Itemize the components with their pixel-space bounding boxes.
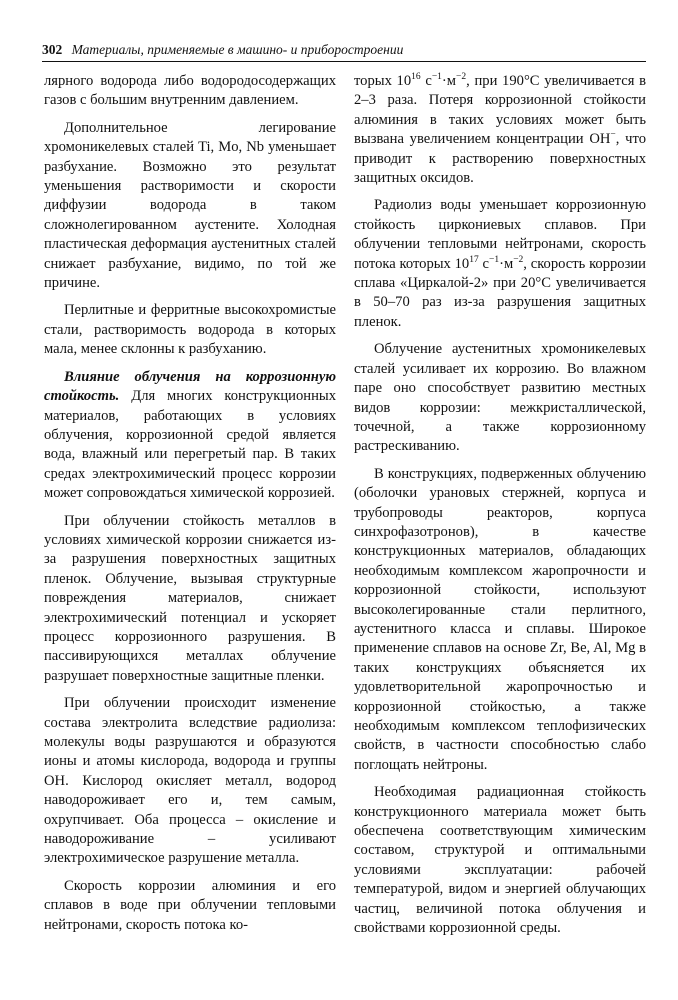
text-run: Радиолиз воды уменьшает коррозионную стойкость циркониевых сплавов. При облучении тепловыми нейтронами, скорость потока которых 10 (354, 197, 646, 272)
text-run: с (420, 73, 432, 89)
paragraph-continuation: лярного водорода либо водородосодержащих газов с большим внутренним давлением. (44, 73, 336, 109)
paragraph-flux-continuation (354, 72, 646, 188)
page-number: 302 (42, 42, 63, 57)
text-run: ·м (441, 73, 457, 89)
right-column (354, 72, 646, 946)
paragraph-alloying: Дополнительное легирование хромоникелевых сталей Ti, Mo, Nb уменьшает разбухание. Возможно это результат уменьшения растворимости и скорости диффузии водорода в таком сложнолегированном аустените. Холодная пластическая деформация аустенитных сталей снижает разбухание, видимо, по той же причине. (44, 119, 336, 292)
paragraph-irradiation-corrosion (44, 368, 336, 504)
running-title: Материалы, применяемые в машино- и приборостроении (71, 42, 404, 57)
paragraph-austenitic-steels: Облучение аустенитных хромоникелевых сталей усиливает их коррозию. Во влажном паре оно способствует развитию местных видов коррозии: межкристаллической, точечной, а также коррозионному растрескиванию. (354, 341, 646, 455)
text-run: торых 10 (354, 73, 412, 89)
superscript: −2 (456, 72, 467, 82)
text-run: , что приводит к растворению поверхностных защитных оксидов. (354, 131, 646, 187)
text-run: ·м (499, 255, 514, 272)
text-run: , скорость коррозии сплава «Циркалой-2» при 20°C увеличивается в 50–70 раз из-за разрушения защитных пленок. (354, 255, 646, 330)
section-heading-text: Для многих конструкционных материалов, работающих в условиях облучения, коррозионной средой является вода, влажный или перегретый пар. В таких средах электрохимический процесс коррозии может сопровождаться химической коррозией. (44, 388, 336, 502)
superscript: −1 (431, 72, 442, 82)
text-run: , при 190°C увеличивается в 2–3 раза. Потеря коррозионной стойкости алюминия в таких условиях может быть вызвана увеличением концентрации OH (354, 73, 646, 148)
paragraph-radiation-resistance: Необходимая радиационная стойкость конструкционного материала может быть обеспечена соответствующим химическим составом, структурой и оптимальными условиями эксплуатации: рабочей температурой, видом и энергией облучающих частиц, величиной потока облучения и свойствами коррозионной среды. (354, 784, 646, 937)
text-run: с (478, 255, 489, 272)
superscript: 16 (411, 72, 421, 82)
superscript: − (610, 130, 616, 141)
left-column (44, 72, 336, 943)
superscript: 17 (469, 254, 479, 265)
section-heading: Влияние облучения на коррозионную стойкость. (44, 368, 336, 405)
paragraph-pearlitic-steels: Перлитные и ферритные высокохромистые стали, растворимость водорода в которых мала, менее склонны к разбуханию. (44, 302, 336, 358)
running-header (42, 42, 646, 62)
superscript: −2 (513, 254, 524, 265)
paragraph-aluminium-corrosion: Скорость коррозии алюминия и его сплавов в воде при облучении тепловыми нейтронами, скорость потока ко- (44, 877, 336, 933)
paragraph-radiolysis: При облучении происходит изменение состава электролита вследствие радиолиза: молекулы воды разрушаются и образуются ионы и атомы кислорода, водорода и группы OH. Кислород окисляет металл, водород наводороживает его и, тем самым, охрупчивает. Оба процесса – окисление и наводороживание – усиливают электрохимическое разрушение металла. (44, 695, 336, 867)
paragraph-chemical-corrosion: При облучении стойкость металлов в условиях химической коррозии снижается из-за разрушения поверхностных защитных пленок. Облучение, вызывая структурные повреждения материалов, снижает электрохимический потенциал и ускоряет процесс коррозионного разрушения. В пассивирующихся металлах облучение разрушает поверхностные защитные пленки. (44, 512, 336, 684)
paragraph-structural-materials: В конструкциях, подверженных облучению (оболочки урановых стержней, корпуса и трубопроводы реакторов, корпуса синхрофазотронов), в качестве конструкционных материалов, обладающих необходимым комплексом жаропрочности и коррозионной стойкости, используют высоколегированные стали перлитного, аустенитного класса и сплавы. Широкое применение сплавов на основе Zr, Be, Al, Mg в таких конструкциях объясняется их удовлетворительной жаропрочностью и коррозионной стойкостью, а также необходимым комплексом теплофизических свойств, в частности способностью слабо поглощать нейтроны. (354, 465, 646, 773)
superscript: −1 (488, 254, 500, 265)
paragraph-zirconium-radiolysis (354, 196, 646, 332)
